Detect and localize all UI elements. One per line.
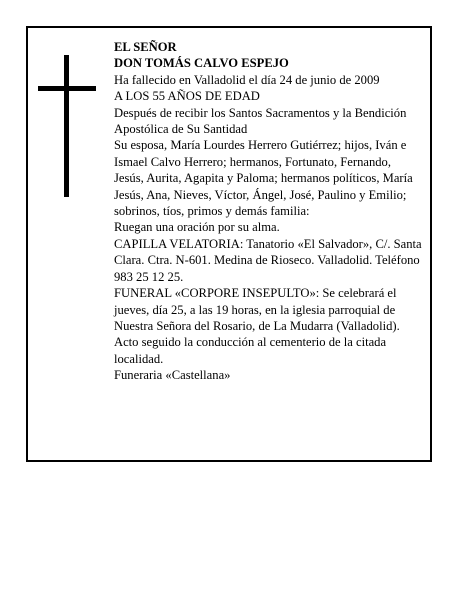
cross-icon [64, 55, 69, 197]
funeral-paragraph: FUNERAL «CORPORE INSEPULTO»: Se celebrará el jueves, día 25, a las 19 horas, en la iglesia parroquial de Nuestra Señora del Rosario, de La Mudarra (Valladolid). Acto seguido la conducción al cementerio de la citada localidad. [114, 286, 400, 366]
funeral-home: Funeraria «Castellana» [114, 368, 231, 383]
cross-icon-bar [38, 86, 96, 91]
prayer-line: Ruegan una oración por su alma. [114, 220, 280, 235]
obituary-text [114, 39, 422, 384]
notice-title: EL SEÑOR [114, 40, 177, 54]
death-info: Ha fallecido en Valladolid el día 24 de junio de 2009 [114, 72, 380, 87]
family-paragraph: Su esposa, María Lourdes Herrero Gutiérrez; hijos, Iván e Ismael Calvo Herrero; hermanos, Fortunato, Fernando, Jesús, Aurita, Agapita y Paloma; hermanos políticos, María Jesús, Ana, Nieves, Víctor, Ángel, José, Paulino y Emilio; sobrinos, tíos, primos y demás familia: [114, 138, 413, 219]
age-line: A LOS 55 AÑOS DE EDAD [114, 89, 260, 104]
chapel-paragraph: CAPILLA VELATORIA: Tanatorio «El Salvador», C/. Santa Clara. Ctra. N-601. Medina de Rioseco. Valladolid. Teléfono 983 25 12 25. [114, 236, 422, 284]
deceased-name: DON TOMÁS CALVO ESPEJO [114, 56, 289, 71]
sacraments-line: Después de recibir los Santos Sacramentos y la Bendición Apostólica de Su Santidad [114, 105, 407, 137]
